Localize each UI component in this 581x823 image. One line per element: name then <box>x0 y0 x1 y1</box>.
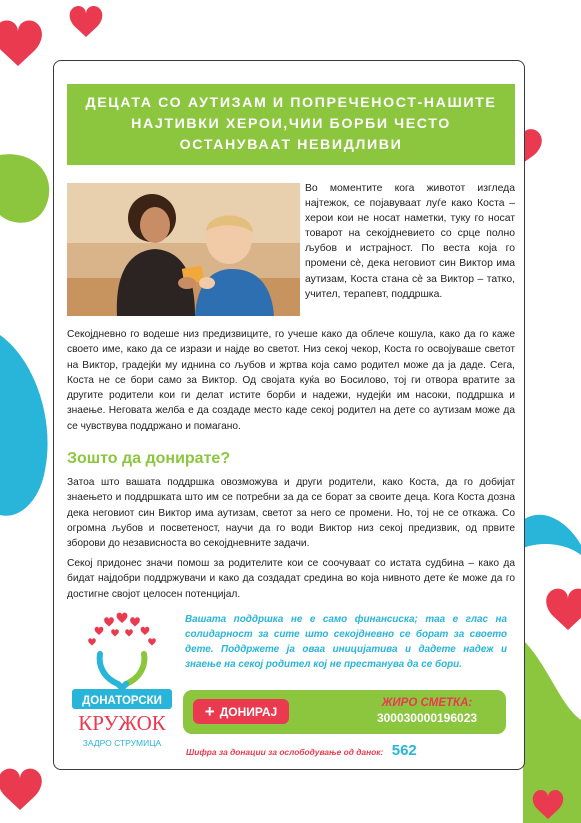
banner-title-line: ОСТАНУВААТ НЕВИДЛИВИ <box>179 137 403 153</box>
appeal-text: Вашата поддршка не е само финансиска; таа е глас на солидарност за сите што секојдневно се борат за своето дете. Поддржете ја оваа иницијатива и дадете надеж и знаење на секој родител кој не престанува да се бори. <box>185 614 507 670</box>
hands-icon <box>100 654 145 688</box>
donate-button[interactable] <box>193 699 289 724</box>
donor-circle-logo <box>62 606 182 751</box>
giro-number: 300030000196023 <box>376 711 478 725</box>
giro-account <box>352 696 502 726</box>
intro-text: Во моментите кога животот изгледа најтежок, се појавуваат луѓе како Коста – херои кои не носат наметки, туку го носат товарот на секојдневието со срце полно љубов и истрајност. По веста која го промени сè, дека неговиот син Виктор има аутизам, Коста стана сè за Виктор – татко, учител, терапевт, поддршка. <box>305 183 515 300</box>
section-heading: Зошто да донирате? <box>67 450 231 467</box>
heart-icon <box>0 769 42 810</box>
title-banner <box>67 84 515 165</box>
logo-text-top: ДОНАТОРСКИ <box>82 695 162 707</box>
heart-icon <box>70 6 103 37</box>
green-swoosh <box>0 154 49 223</box>
tax-code-line <box>186 742 417 760</box>
heart-cluster-icon <box>88 613 156 646</box>
blue-wave <box>0 335 48 516</box>
logo-text-sub: ЗАДРО СТРУМИЦА <box>82 738 162 748</box>
donate-button-label: ДОНИРАЈ <box>219 704 278 719</box>
logo-text-main: КРУЖОК <box>78 711 166 735</box>
why-donate-paragraph: Секој придонес значи помош за родителите кои се соочуваат со истата судбина – како да бидат најдобри поддржувачи и како да создадат средина во која нивното дете ќе може да го достигне својот целосен потенцијал. <box>67 558 515 600</box>
tax-code-number: 562 <box>391 742 417 759</box>
why-donate-paragraph: Затоа што вашата поддршка овозможува и други родители, како Коста, да го добијат знаењето и поддршката што им се потребни за да се борат за своите деца. Кога Коста дозна дека неговиот син Виктор има аутизам, светот за него се промени. Но, тој не се откажа. Со огромна љубов и посветеност, научи да го води Виктор низ секој предизвик, од првите зборови до независноста во секојдневните задачи. <box>67 477 515 550</box>
photo-mother-and-child <box>67 183 300 316</box>
story-paragraph: Секојдневно го водеше низ предизвиците, го учеше како да облече кошула, како да го каже своето име, како да се изрази и најде во светот. Низ секој чекор, Коста го освојуваше светот на Виктор, градејќи му иднина со љубов и жртва која само родител може да ја даде. Сега, Коста не се бори само за Виктор. Од својата куќа во Босилово, тој ги отвора вратите за другите родители кои ги делат истите борби и надежи, нудејќи им насоки, поддршка и знаење. Неговата желба е да создаде место каде секој родител на дете со аутизам може да се чувствува поддржано и помагано. <box>67 329 515 432</box>
banner-title-line: ДЕЦАТА СО АУТИЗАМ И ПОПРЕЧЕНОСТ-НАШИТЕ <box>85 95 497 111</box>
heart-icon <box>546 589 581 630</box>
giro-label: ЖИРО СМЕТКА: <box>381 697 473 709</box>
heart-icon <box>0 20 42 66</box>
banner-title-line: НАЈТИВКИ ХЕРОИ,ЧИИ БОРБИ ЧЕСТО <box>131 116 451 132</box>
blue-swoosh <box>523 515 581 555</box>
tax-code-label: Шифра за донации за ослободување од данок: <box>186 747 384 757</box>
plus-icon: + <box>204 702 215 721</box>
